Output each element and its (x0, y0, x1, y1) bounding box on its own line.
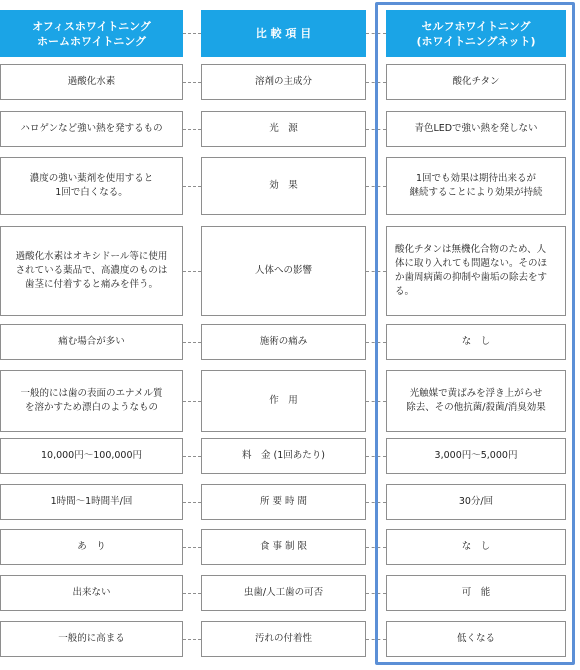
cell-comparison-item-text: 料 金 (1回あたり) (242, 450, 325, 461)
header-left-text: オフィスホワイトニング ホームホワイトニング (32, 19, 151, 48)
row-connector (183, 186, 201, 187)
row-connector (183, 82, 201, 83)
cell-office-home (0, 484, 183, 520)
cell-office-home (0, 438, 183, 474)
cell-office-home-text: ハロゲンなど強い熱を発するもの (20, 123, 163, 134)
cell-office-home (0, 64, 183, 100)
cell-comparison-item (201, 370, 366, 432)
cell-comparison-item (201, 111, 366, 147)
cell-office-home-text: 1時間～1時間半/回 (50, 496, 133, 507)
cell-office-home-text: 濃度の強い薬剤を使用すると 1回で白くなる。 (29, 173, 154, 198)
cell-office-home-text: 過酸化水素 (67, 76, 116, 87)
cell-self-whitening-text: 低くなる (456, 633, 495, 644)
row-connector (183, 342, 201, 343)
cell-comparison-item (201, 484, 366, 520)
cell-office-home (0, 621, 183, 657)
header-right-text: セルフホワイトニング (ホワイトニングネット) (416, 19, 536, 48)
header-middle-text: 比 較 項 目 (255, 27, 312, 40)
cell-self-whitening-text: 3,000円～5,000円 (434, 450, 518, 461)
cell-self-whitening-text: 光触媒で黄ばみを浮き上がらせ 除去、その他抗菌/殺菌/消臭効果 (406, 388, 546, 413)
row-connector (183, 271, 201, 272)
cell-self-whitening-text: な し (461, 336, 491, 347)
cell-office-home-text: 過酸化水素はオキシドール等に使用 されている薬品で、高濃度のものは 歯茎に付着すると痛みを伴う。 (15, 251, 168, 290)
cell-comparison-item-text: 効 果 (269, 180, 298, 191)
header-middle (201, 10, 366, 57)
cell-self-whitening-text: 酸化チタン (452, 76, 500, 87)
row-connector (183, 456, 201, 457)
cell-comparison-item (201, 529, 366, 565)
row-connector (183, 401, 201, 402)
row-connector (183, 639, 201, 640)
cell-self-whitening-text: 1回でも効果は期待出来るが 継続することにより効果が持続 (409, 173, 543, 198)
cell-comparison-item-text: 虫歯/人工歯の可否 (243, 587, 324, 598)
cell-office-home (0, 324, 183, 360)
cell-office-home-text: 10,000円～100,000円 (40, 450, 143, 461)
cell-comparison-item (201, 226, 366, 316)
cell-comparison-item-text: 所 要 時 間 (259, 496, 308, 507)
cell-comparison-item (201, 324, 366, 360)
row-connector (183, 547, 201, 548)
cell-comparison-item (201, 575, 366, 611)
cell-comparison-item-text: 人体への影響 (254, 265, 312, 276)
cell-self-whitening-text: 酸化チタンは無機化合物のため、人 体に取り入れても問題ない。そのほ か歯周病菌の抑制や歯垢の除去をす る。 (395, 244, 548, 297)
row-connector (183, 593, 201, 594)
cell-office-home-text: あ り (77, 541, 106, 552)
cell-comparison-item-text: 食 事 制 限 (259, 541, 308, 552)
cell-self-whitening-text: な し (461, 541, 491, 552)
cell-comparison-item (201, 438, 366, 474)
row-connector (183, 129, 201, 130)
cell-office-home-text: 出来ない (72, 587, 111, 598)
cell-office-home-text: 一般的には歯の表面のエナメル質 を溶かすため漂白のようなもの (20, 388, 163, 413)
highlight-frame (375, 2, 575, 665)
header-connector (183, 33, 201, 34)
cell-comparison-item (201, 64, 366, 100)
cell-office-home-text: 一般的に高まる (58, 633, 125, 644)
cell-comparison-item (201, 157, 366, 215)
cell-comparison-item-text: 施術の痛み (259, 336, 308, 347)
cell-office-home (0, 370, 183, 432)
cell-office-home (0, 157, 183, 215)
header-left (0, 10, 183, 57)
cell-office-home (0, 529, 183, 565)
cell-office-home (0, 226, 183, 316)
cell-comparison-item-text: 溶剤の主成分 (254, 76, 312, 87)
cell-comparison-item-text: 光 源 (269, 123, 298, 134)
cell-office-home (0, 111, 183, 147)
cell-self-whitening-text: 可 能 (461, 587, 491, 598)
cell-comparison-item-text: 汚れの付着性 (254, 633, 312, 644)
cell-self-whitening-text: 青色LEDで強い熱を発しない (414, 123, 538, 134)
row-connector (183, 502, 201, 503)
cell-office-home-text: 痛む場合が多い (58, 336, 125, 347)
cell-comparison-item-text: 作 用 (269, 395, 298, 406)
cell-self-whitening-text: 30分/回 (458, 496, 494, 507)
cell-office-home (0, 575, 183, 611)
cell-comparison-item (201, 621, 366, 657)
